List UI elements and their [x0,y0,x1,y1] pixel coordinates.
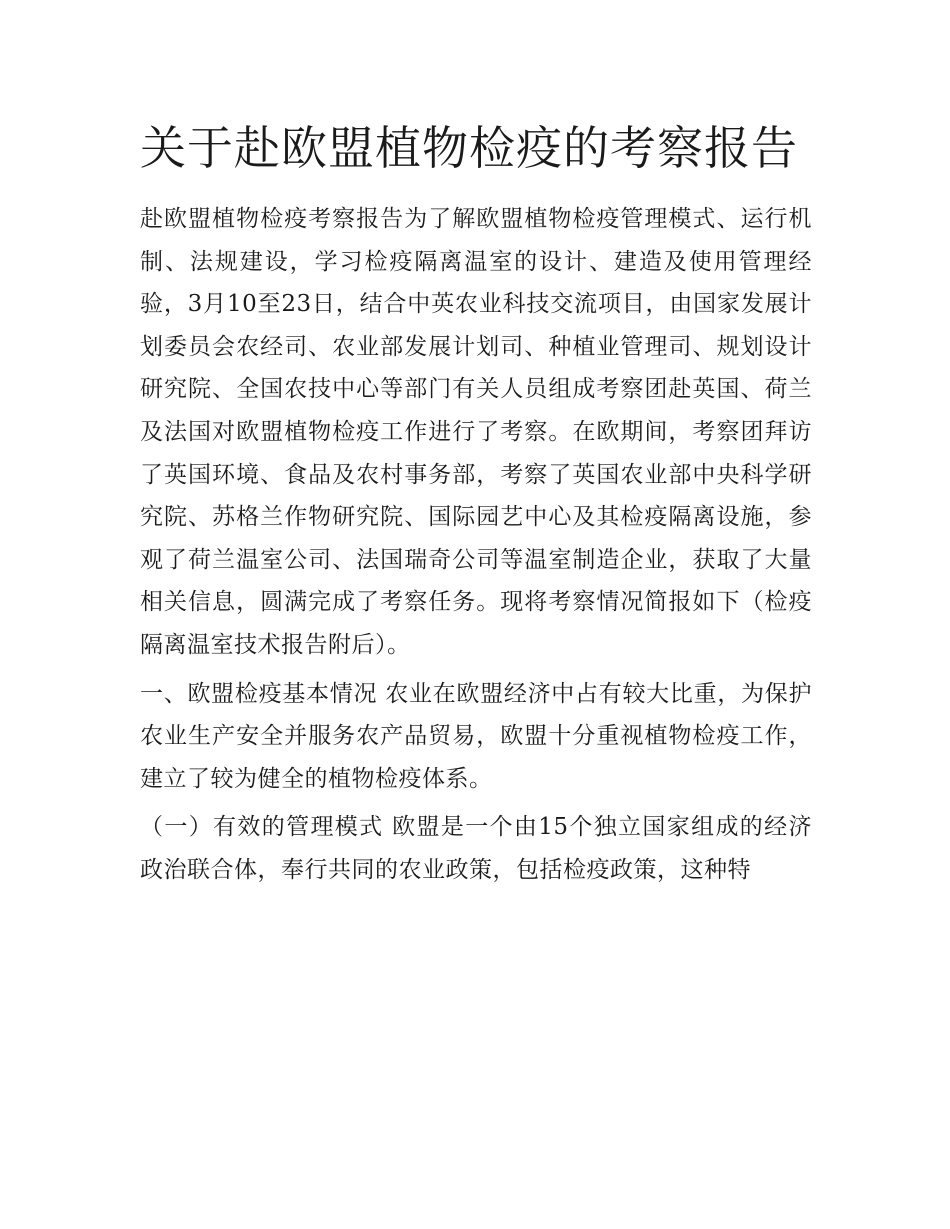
paragraph-intro: 赴欧盟植物检疫考察报告为了解欧盟植物检疫管理模式、运行机制、法规建设，学习检疫隔离温室的设计、建造及使用管理经验，3月10至23日，结合中英农业科技交流项目，由国家发展计划委员会农经司、农业部发展计划司、种植业管理司、规划设计研究院、全国农技中心等部门有关人员组成考察团赴英国、荷兰及法国对欧盟植物检疫工作进行了考察。在欧期间，考察团拜访了英国环境、食品及农村事务部，考察了英国农业部中央科学研究院、苏格兰作物研究院、国际园艺中心及其检疫隔离设施，参观了荷兰温室公司、法国瑞奇公司等温室制造企业，获取了大量相关信息，圆满完成了考察任务。现将考察情况简报如下（检疫隔离温室技术报告附后）。 [140,206,812,658]
document-title: 关于赴欧盟植物检疫的考察报告 [140,121,798,175]
paragraph-section-1: 一、欧盟检疫基本情况 农业在欧盟经济中占有较大比重，为保护农业生产安全并服务农产品贸易，欧盟十分重视植物检疫工作，建立了较为健全的植物检疫体系。 [140,680,812,792]
document-page [140,112,812,898]
paragraph-section-1-1: （一）有效的管理模式 欧盟是一个由15个独立国家组成的经济政治联合体，奉行共同的农业政策，包括检疫政策，这种特 [140,814,812,883]
